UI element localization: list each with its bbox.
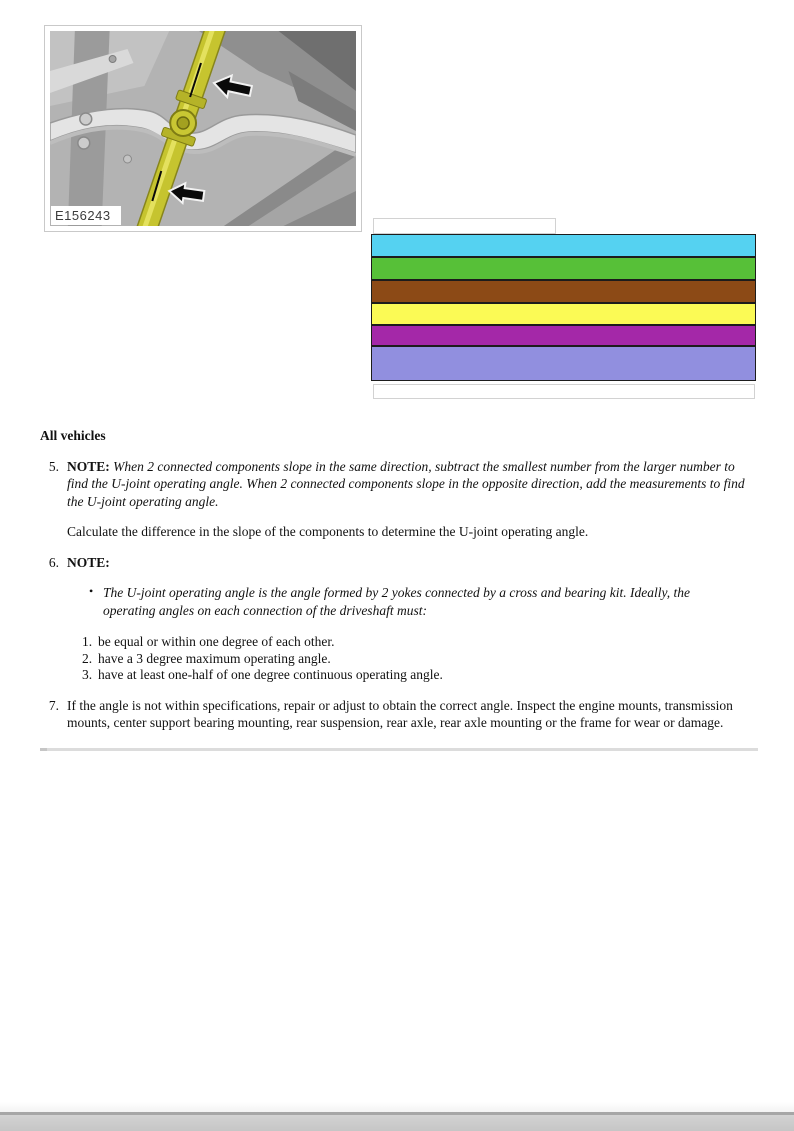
sublist-item-3-text: have at least one-half of one degree continuous operating angle. <box>98 667 443 683</box>
sublist-item-1-number: 1. <box>82 634 93 650</box>
color-bar-magenta <box>372 326 755 345</box>
step-5-number: 5. <box>48 458 59 474</box>
sublist-item-2-text: have a 3 degree maximum operating angle. <box>98 650 331 666</box>
step-6 <box>40 554 760 684</box>
figure-driveshaft <box>44 25 362 232</box>
step-6-bullet-text: The U-joint operating angle is the angle formed by 2 yokes connected by a cross and bearing kit. Ideally, the operating angles on each connection of the driveshaft must: <box>103 585 690 618</box>
color-bar-purple <box>372 347 755 380</box>
empty-input-top[interactable] <box>373 218 556 234</box>
sublist-item-3-number: 3. <box>82 667 93 683</box>
procedure-text <box>40 427 760 732</box>
sublist-item-1 <box>82 634 745 650</box>
note-label: NOTE: <box>67 458 110 474</box>
step-5-note-text: When 2 connected components slope in the same direction, subtract the smallest number from the larger number to find the U-joint operating angle. When 2 connected components slope in the opposite direction, add the measurements to find the U-joint operating angle. <box>67 458 745 509</box>
step-5-note <box>67 458 745 511</box>
sublist-item-1-text: be equal or within one degree of each other. <box>98 634 335 650</box>
bullet-icon: • <box>89 584 94 599</box>
step-6-bullet <box>89 584 745 619</box>
step-5-body: Calculate the difference in the slope of the components to determine the U-joint operating angle. <box>67 524 589 540</box>
step-5 <box>40 458 760 541</box>
sublist-item-2 <box>82 651 745 667</box>
step-6-sublist <box>82 634 745 683</box>
section-divider-cap <box>40 748 47 751</box>
empty-input-bottom[interactable] <box>373 384 755 399</box>
page-bottom-fade <box>0 1102 794 1112</box>
section-heading: All vehicles <box>40 428 106 443</box>
step-6-number: 6. <box>48 554 59 570</box>
sublist-item-2-number: 2. <box>82 650 93 666</box>
figure-id-label: E156243 <box>51 206 121 225</box>
step-7-number: 7. <box>48 697 59 713</box>
note-label: NOTE: <box>67 554 110 570</box>
color-bar-legend <box>371 234 756 381</box>
driveshaft-illustration <box>50 31 356 226</box>
color-bar-yellow <box>372 304 755 324</box>
color-bar-cyan <box>372 235 755 256</box>
color-bar-green <box>372 258 755 279</box>
horizontal-scrollbar[interactable] <box>0 1112 794 1131</box>
step-7 <box>40 697 760 732</box>
sublist-item-3 <box>82 667 745 683</box>
section-divider <box>40 748 758 751</box>
step-7-text: If the angle is not within specifications, repair or adjust to obtain the correct angle. Inspect the engine mounts, transmission mounts, center support bearing mounting, rear suspension, rear axle, rear axle mounting or the frame for wear or damage. <box>67 697 733 731</box>
color-bar-brown <box>372 281 755 302</box>
